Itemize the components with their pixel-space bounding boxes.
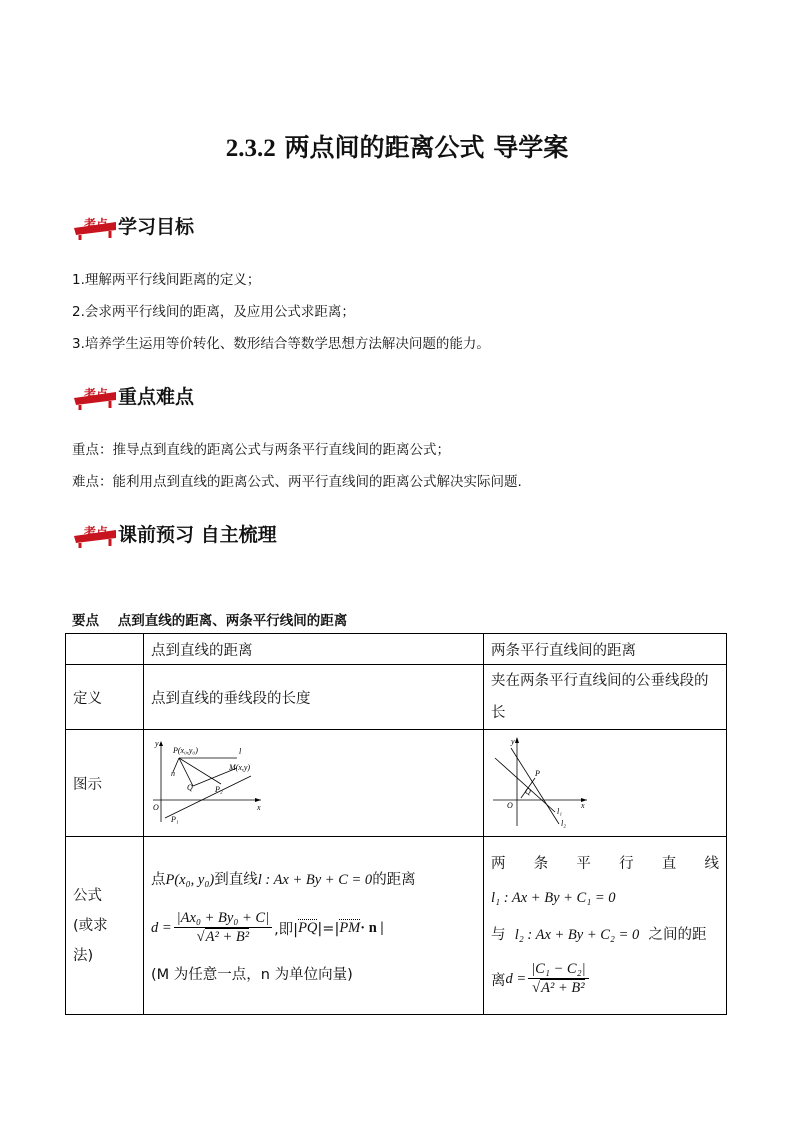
title-text: 两点间的距离公式 导学案 [284,133,569,162]
vector-pq: PQ [298,920,318,936]
fig1-y-label: y [155,739,159,748]
parallel-distance-fraction: $\frac{\text{|C₁ − C₂|}}{\text{√A² + B²}}$ [528,961,588,998]
fig2-l1-label: l₁ [557,807,563,816]
objective-3: 3.培养学生运用等价转化、数形结合等数学思想方法解决问题的能力。 [72,336,490,352]
fig1-origin: O [153,803,159,812]
vector-pm: PM [339,920,361,936]
row-label-definition: 定义 [66,665,144,730]
definition-point-line: 点到直线的垂线段的长度 [144,665,484,730]
fig1-p-label: P(x₀,y₀) [173,746,198,755]
formula-parallel: 两 条 平 行 直 线 l₁ : Ax + By + C₁ = 0 与 l₂ : Ax + By + C₂ = 0 之间的距 离 d = $\frac{\text{|C₁ − C₂|}}{\text{√A² + B²}}$ [484,837,727,1015]
page-title [0,128,794,164]
key-point: 重点：推导点到直线的距离公式与两条平行直线间的距离公式； [72,442,450,458]
section-label: 课前预习 自主梳理 [118,524,277,546]
svg-text:考点: 考点 [84,525,109,539]
fig2-y-label: y [511,737,515,746]
fig1-p2-label: P₂ [215,785,223,794]
formula-point-line: 点P(x₀, y₀)到直线l : Ax + By + C = 0的距离 d = $\frac{\text{|Ax₀ + By₀ + C|}}{\text{√A² + B²}}$ ,即| PQ |=| PM · n | (M 为任意一点，n 为单位向量) [144,837,484,1015]
table-header-row [66,634,727,665]
parallel-lines-figure [491,734,591,828]
kaodian-badge-icon [72,210,118,240]
kaodian-badge-icon [72,380,118,410]
fig1-n-label: n [171,769,175,778]
point-line-figure [151,738,263,824]
table-row-formula [66,837,727,1015]
fig2-l2-label: l₂ [561,819,567,828]
title-number: 2.3.2 [225,135,276,162]
distance-table [65,633,727,1015]
table-row-definition [66,665,727,730]
point-p: P(x₀, y₀) [165,871,215,888]
svg-text:考点: 考点 [84,387,109,401]
line-l1-equation: l₁ : Ax + By + C₁ = 0 [491,889,616,906]
fig1-m-label: M(x,y) [229,763,251,772]
definition-parallel: 夹在两条平行直线间的公垂线段的长 [484,665,727,730]
fig2-q-label: Q [525,787,531,796]
fig2-p-label: P [535,769,540,778]
fig1-q-label: Q [187,783,193,792]
fig1-x-label: x [257,803,261,812]
row-label-formula: 公式 (或求 法) [66,837,144,1015]
fig1-p1-label: P₁ [171,815,179,824]
fig2-x-label: x [581,801,585,810]
objective-2: 2.会求两平行线间的距离，及应用公式求距离； [72,304,355,320]
table-caption: 要点 点到直线的距离、两条平行线间的距离 [72,613,348,629]
point-line-distance-fraction: $\frac{\text{|Ax₀ + By₀ + C|}}{\text{√A² + B²}}$ [174,910,272,947]
row-label-figure: 图示 [66,730,144,837]
fig2-origin: O [507,801,513,810]
badge-word: 考点 [84,217,109,231]
col-header-parallel-lines: 两条平行直线间的距离 [484,634,727,665]
section-label: 重点难点 [118,386,195,408]
formula-note: (M 为任意一点，n 为单位向量) [151,966,353,983]
fig1-l-label: l [239,747,242,756]
kaodian-badge-icon [72,518,118,548]
line-l-equation: l : Ax + By + C = 0 [257,871,373,888]
section-label: 学习目标 [118,216,195,238]
table-row-figure [66,730,727,837]
col-header-point-line: 点到直线的距离 [144,634,484,665]
difficulty: 难点：能利用点到直线的距离公式、两平行直线间的距离公式解决实际问题. [72,474,522,490]
objective-1: 1.理解两平行线间距离的定义； [72,272,261,288]
line-l2-equation: l₂ : Ax + By + C₂ = 0 [514,926,640,943]
